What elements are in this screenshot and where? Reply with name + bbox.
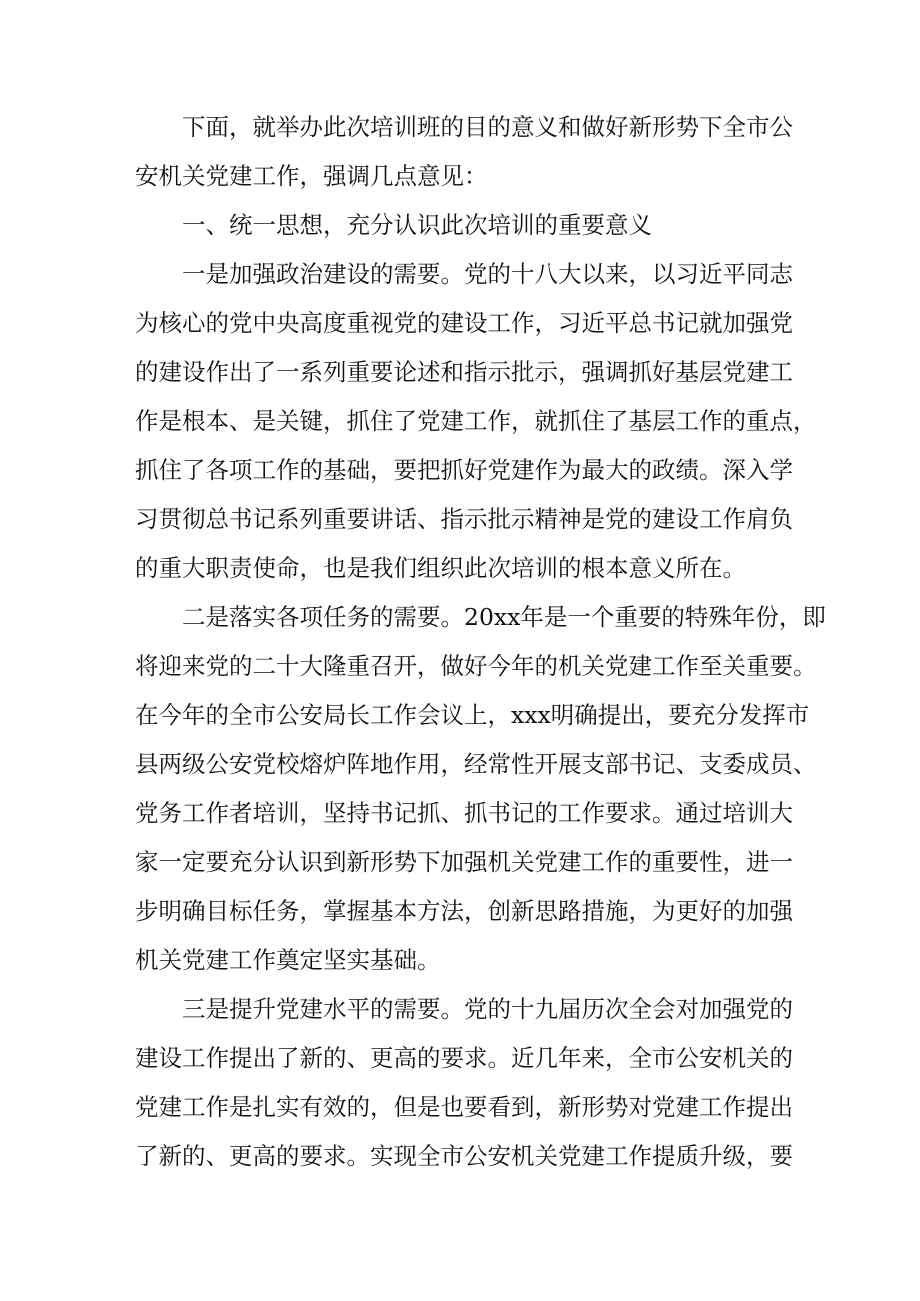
text-line: 党建工作是扎实有效的，但是也要看到，新形势对党建工作提出 bbox=[135, 1093, 793, 1121]
text-line: 为核心的党中央高度重视党的建设工作，习近平总书记就加强党 bbox=[135, 309, 793, 337]
heading-line: 一、统一思想，充分认识此次培训的重要意义 bbox=[182, 211, 652, 239]
text-line: 的重大职责使命，也是我们组织此次培训的根本意义所在。 bbox=[135, 554, 746, 582]
text-line: 步明确目标任务，掌握基本方法，创新思路措施，为更好的加强 bbox=[135, 897, 793, 925]
text-line: 作是根本、是关键，抓住了党建工作，就抓住了基层工作的重点， bbox=[135, 407, 817, 435]
paragraph-point-1 bbox=[135, 250, 817, 593]
text-line: 在今年的全市公安局长工作会议上，xxx明确提出，要充分发挥市 bbox=[135, 701, 810, 729]
text-line: 将迎来党的二十大隆重召开，做好今年的机关党建工作至关重要。 bbox=[135, 652, 817, 680]
paragraph-intro bbox=[135, 103, 793, 201]
text-line: 建设工作提出了新的、更高的要求。近几年来，全市公安机关的 bbox=[135, 1044, 793, 1072]
text-line: 安机关党建工作，强调几点意见： bbox=[135, 162, 488, 190]
text-line: 二是落实各项任务的需要。20xx年是一个重要的特殊年份，即 bbox=[182, 603, 826, 631]
text-line: 机关党建工作奠定坚实基础。 bbox=[135, 946, 441, 974]
text-line: 抓住了各项工作的基础，要把抓好党建作为最大的政绩。深入学 bbox=[135, 456, 793, 484]
text-line: 了新的、更高的要求。实现全市公安机关党建工作提质升级，要 bbox=[135, 1142, 793, 1170]
text-line: 习贯彻总书记系列重要讲话、指示批示精神是党的建设工作肩负 bbox=[135, 505, 793, 533]
text-line: 家一定要充分认识到新形势下加强机关党建工作的重要性，进一 bbox=[135, 848, 793, 876]
paragraph-point-2 bbox=[135, 593, 826, 985]
text-line: 的建设作出了一系列重要论述和指示批示，强调抓好基层党建工 bbox=[135, 358, 793, 386]
text-line: 三是提升党建水平的需要。党的十九届历次全会对加强党的 bbox=[182, 995, 793, 1023]
text-line: 下面，就举办此次培训班的目的意义和做好新形势下全市公 bbox=[182, 113, 793, 141]
text-line: 一是加强政治建设的需要。党的十八大以来，以习近平同志 bbox=[182, 260, 793, 288]
section-heading bbox=[135, 201, 787, 250]
document-body bbox=[135, 103, 826, 1181]
paragraph-point-3 bbox=[135, 985, 793, 1181]
text-line: 党务工作者培训，坚持书记抓、抓书记的工作要求。通过培训大 bbox=[135, 799, 793, 827]
text-line: 县两级公安党校熔炉阵地作用，经常性开展支部书记、支委成员、 bbox=[135, 750, 817, 778]
